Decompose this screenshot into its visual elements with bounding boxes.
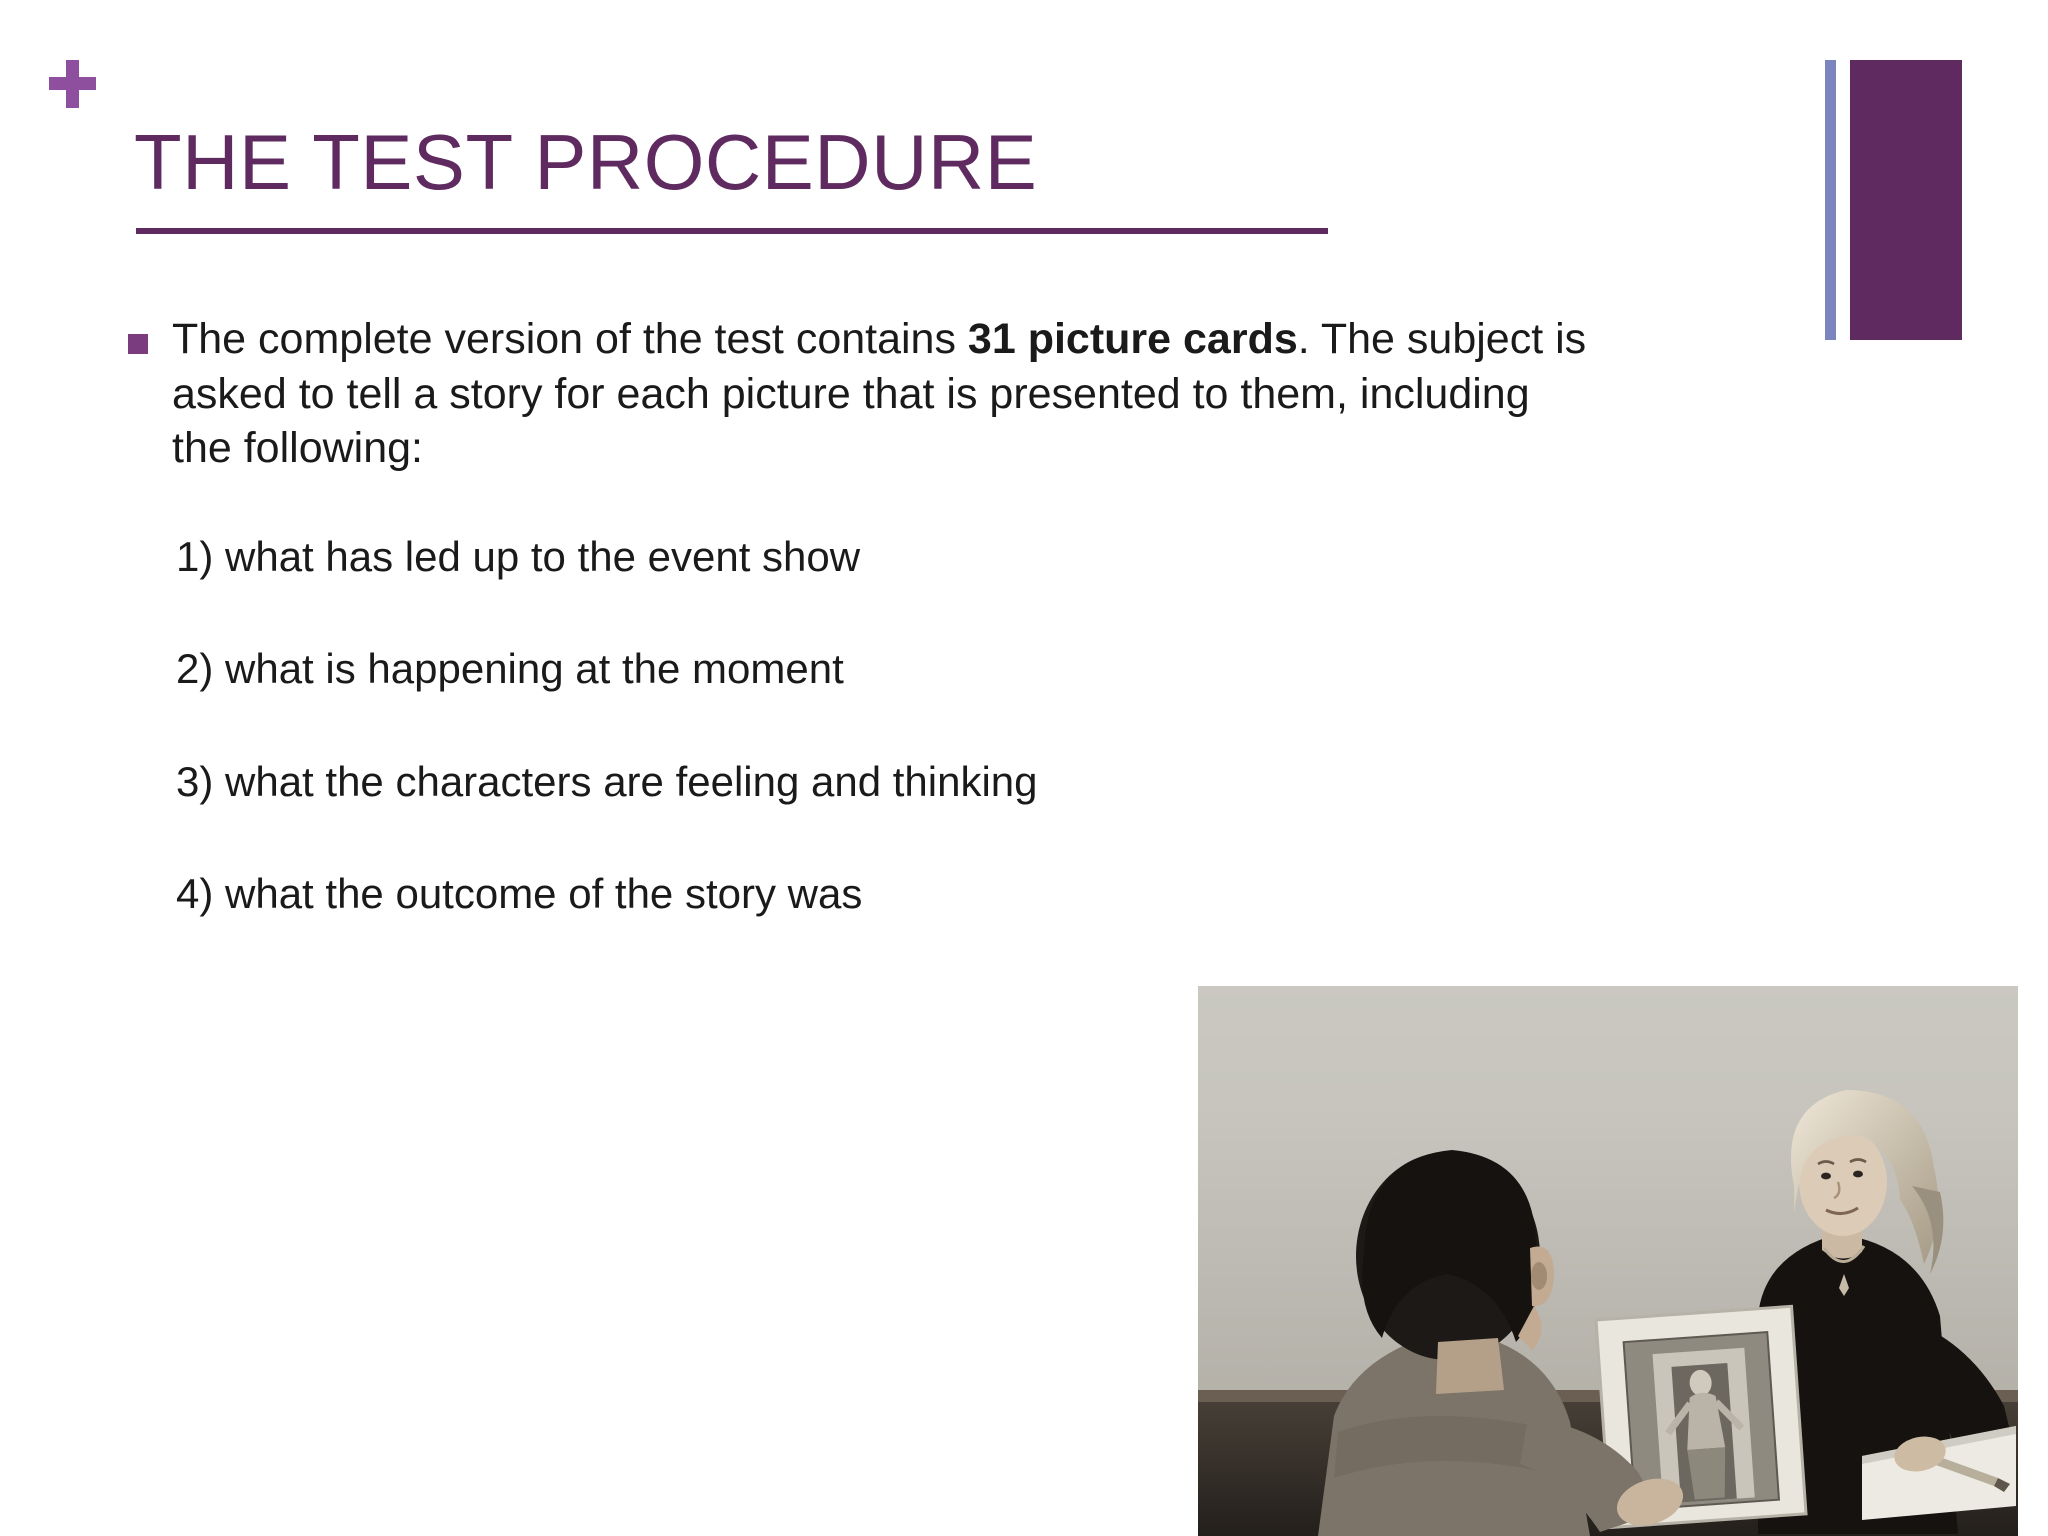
slide-photo <box>1198 986 2018 1536</box>
plus-icon <box>46 58 98 110</box>
bullet-paragraph <box>172 312 1592 476</box>
decorative-thin-bar <box>1825 60 1836 340</box>
photo-illustration <box>1198 986 2018 1536</box>
slide-body <box>128 312 1648 919</box>
bullet-text-part2: . The subject is asked to tell a story for each picture that is presented to them, including the following: <box>172 315 1587 473</box>
list-item: 2) what is happening at the moment <box>176 645 844 693</box>
title-underline <box>136 228 1328 234</box>
decorative-thick-bar <box>1850 60 1962 340</box>
numbered-list <box>128 532 1648 920</box>
decorative-bars <box>1825 60 1962 340</box>
bullet-text-part1: The complete version of the test contains <box>172 315 968 363</box>
list-item: 3) what the characters are feeling and thinking <box>176 757 1038 805</box>
page-title: THE TEST PROCEDURE <box>134 118 1038 206</box>
bullet-square-icon <box>128 334 148 354</box>
list-item <box>128 312 1648 476</box>
bullet-text-bold: 31 picture cards <box>967 315 1298 363</box>
list-item: 1) what has led up to the event show <box>176 532 861 580</box>
list-item: 4) what the outcome of the story was <box>176 870 863 917</box>
